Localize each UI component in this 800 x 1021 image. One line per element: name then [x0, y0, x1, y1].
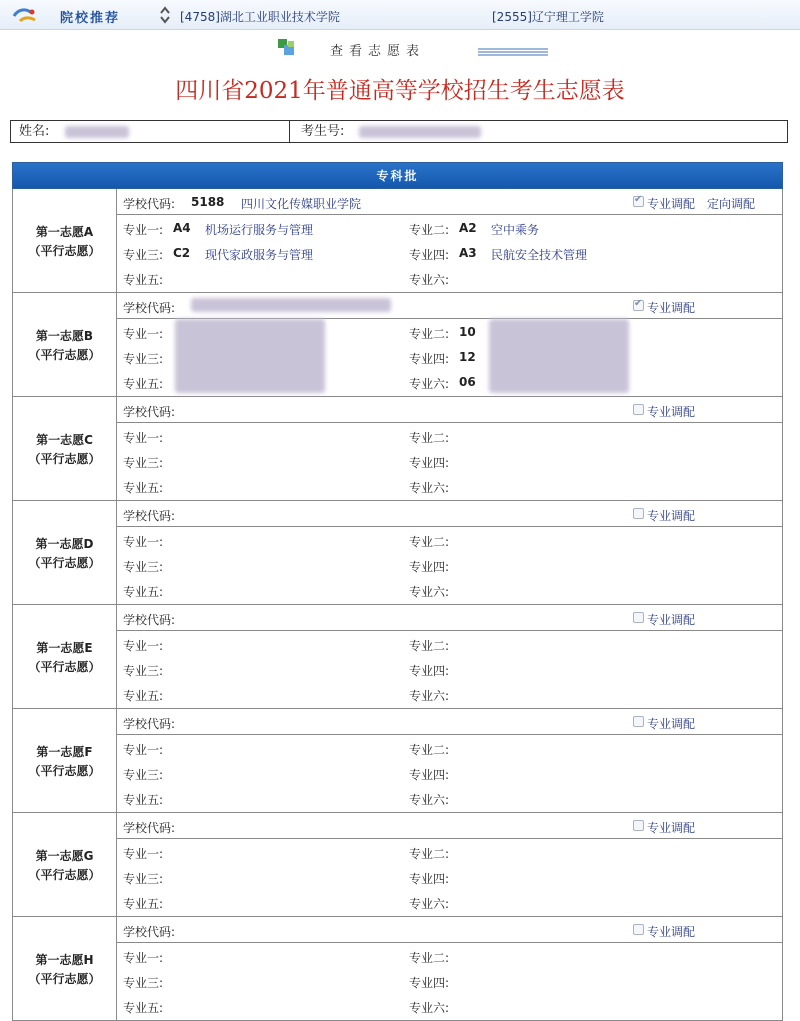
view-header — [0, 32, 800, 62]
major-adjust-label: 专业调配 — [647, 197, 696, 211]
school-code-row — [117, 501, 782, 527]
major-label: 专业一: — [123, 327, 164, 341]
major-name: 现代家政服务与管理 — [205, 248, 314, 262]
school-code-label: 学校代码: — [123, 613, 176, 627]
major-label: 专业三: — [123, 352, 164, 366]
major-code: C2 — [173, 246, 191, 260]
scroll-arrows-icon[interactable] — [158, 5, 172, 25]
major-label: 专业五: — [123, 585, 164, 599]
choice-title — [13, 813, 117, 916]
choice-name: 第一志愿H — [35, 953, 94, 967]
redacted-school — [191, 298, 391, 312]
major-code: A4 — [173, 221, 191, 235]
school-code-row — [117, 917, 782, 943]
title-decoration — [478, 45, 548, 53]
major-label: 专业三: — [123, 560, 164, 574]
recommend-label: 院校推荐 — [60, 11, 121, 26]
choice-type: （平行志愿） — [28, 972, 101, 986]
major-label: 专业五: — [123, 897, 164, 911]
redacted-name — [65, 126, 129, 138]
major-label: 专业四: — [409, 768, 450, 782]
choice-type: （平行志愿） — [28, 556, 101, 570]
name-label: 姓名: — [19, 124, 50, 139]
major-label: 专业一: — [123, 535, 164, 549]
major-label: 专业五: — [123, 793, 164, 807]
major-label: 专业一: — [123, 639, 164, 653]
major-label: 专业三: — [123, 768, 164, 782]
major-label: 专业四: — [409, 976, 450, 990]
choice-title — [13, 189, 117, 292]
major-label: 专业四: — [409, 872, 450, 886]
recommended-school-link[interactable]: [2555]辽宁理工学院 — [492, 10, 604, 24]
form-view-icon — [276, 37, 298, 59]
directional-adjust-label: 定向调配 — [707, 197, 756, 211]
redacted-candidate-id — [359, 126, 481, 138]
major-adjust-checkbox[interactable] — [633, 924, 644, 935]
choice-details — [117, 293, 782, 396]
school-code-label: 学校代码: — [123, 925, 176, 939]
major-code: 12 — [459, 350, 476, 364]
school-code-row — [117, 605, 782, 631]
major-label: 专业二: — [409, 431, 450, 445]
major-label: 专业四: — [409, 352, 450, 366]
major-label: 专业六: — [409, 481, 450, 495]
major-label: 专业二: — [409, 847, 450, 861]
choice-type: （平行志愿） — [28, 348, 101, 362]
choice-name: 第一志愿G — [35, 849, 94, 863]
choice-name: 第一志愿A — [35, 225, 94, 239]
school-code-label: 学校代码: — [123, 197, 176, 211]
school-code-label: 学校代码: — [123, 301, 176, 315]
major-label: 专业一: — [123, 223, 164, 237]
major-label: 专业五: — [123, 273, 164, 287]
major-label: 专业一: — [123, 951, 164, 965]
choice-type: （平行志愿） — [28, 452, 101, 466]
major-label: 专业二: — [409, 327, 450, 341]
major-label: 专业六: — [409, 897, 450, 911]
major-code: 10 — [459, 325, 476, 339]
major-label: 专业五: — [123, 1001, 164, 1015]
choice-details — [117, 397, 782, 500]
school-code-label: 学校代码: — [123, 405, 176, 419]
major-adjust-checkbox[interactable] — [633, 820, 644, 831]
school-code-value: 5188 — [191, 195, 225, 209]
recommended-school-link[interactable]: [4758]湖北工业职业技术学院 — [180, 10, 340, 24]
school-code-label: 学校代码: — [123, 509, 176, 523]
top-recommend-bar — [0, 0, 800, 30]
major-label: 专业四: — [409, 456, 450, 470]
major-adjust-checkbox[interactable] — [633, 404, 644, 415]
choice-details — [117, 709, 782, 812]
major-label: 专业六: — [409, 585, 450, 599]
major-label: 专业三: — [123, 456, 164, 470]
major-code: 06 — [459, 375, 476, 389]
major-label: 专业四: — [409, 248, 450, 262]
major-label: 专业六: — [409, 689, 450, 703]
choice-name: 第一志愿F — [36, 745, 93, 759]
major-label: 专业五: — [123, 689, 164, 703]
major-label: 专业五: — [123, 481, 164, 495]
school-code-row — [117, 813, 782, 839]
choice-group — [12, 709, 783, 813]
major-adjust-label: 专业调配 — [647, 405, 696, 419]
major-label: 专业二: — [409, 639, 450, 653]
choice-details — [117, 813, 782, 916]
choice-details — [117, 501, 782, 604]
major-adjust-checkbox[interactable] — [633, 612, 644, 623]
school-code-row — [117, 397, 782, 423]
choice-name: 第一志愿B — [35, 329, 94, 343]
school-code-row — [117, 293, 782, 319]
major-label: 专业二: — [409, 951, 450, 965]
choice-details — [117, 917, 782, 1020]
major-adjust-checkbox[interactable] — [633, 716, 644, 727]
major-label: 专业六: — [409, 1001, 450, 1015]
application-table — [12, 162, 783, 1015]
choice-type: （平行志愿） — [28, 660, 101, 674]
school-code-row — [117, 189, 782, 215]
major-label: 专业四: — [409, 560, 450, 574]
choice-type: （平行志愿） — [28, 868, 101, 882]
choice-title — [13, 917, 117, 1020]
major-label: 专业五: — [123, 377, 164, 391]
major-label: 专业三: — [123, 872, 164, 886]
choice-group — [12, 605, 783, 709]
choice-group — [12, 293, 783, 397]
choice-title — [13, 397, 117, 500]
major-label: 专业二: — [409, 743, 450, 757]
major-adjust-checkbox[interactable] — [633, 300, 644, 311]
major-label: 专业一: — [123, 743, 164, 757]
major-adjust-label: 专业调配 — [647, 925, 696, 939]
choice-title — [13, 501, 117, 604]
major-adjust-label: 专业调配 — [647, 613, 696, 627]
major-adjust-label: 专业调配 — [647, 717, 696, 731]
major-name: 机场运行服务与管理 — [205, 223, 314, 237]
choice-group — [12, 917, 783, 1021]
choice-name: 第一志愿E — [36, 641, 93, 655]
major-label: 专业六: — [409, 793, 450, 807]
school-code-row — [117, 709, 782, 735]
batch-header: 专科批 — [12, 162, 783, 189]
choice-group — [12, 813, 783, 917]
major-label: 专业三: — [123, 664, 164, 678]
major-adjust-label: 专业调配 — [647, 509, 696, 523]
choice-title — [13, 709, 117, 812]
redacted-majors — [175, 319, 325, 393]
choice-name: 第一志愿D — [35, 537, 94, 551]
school-code-label: 学校代码: — [123, 821, 176, 835]
major-label: 专业二: — [409, 535, 450, 549]
choice-title — [13, 605, 117, 708]
major-label: 专业六: — [409, 273, 450, 287]
major-label: 专业四: — [409, 664, 450, 678]
choice-details — [117, 189, 782, 292]
page-title: 四川省2021年普通高等学校招生考生志愿表 — [175, 78, 625, 104]
school-code-label: 学校代码: — [123, 717, 176, 731]
major-label: 专业六: — [409, 377, 450, 391]
recommend-logo-icon — [12, 5, 38, 25]
major-label: 专业一: — [123, 847, 164, 861]
choice-details — [117, 605, 782, 708]
candidate-id-label: 考生号: — [301, 124, 345, 139]
choice-group — [12, 397, 783, 501]
major-adjust-label: 专业调配 — [647, 821, 696, 835]
choice-group — [12, 189, 783, 293]
major-label: 专业三: — [123, 248, 164, 262]
major-adjust-checkbox[interactable] — [633, 508, 644, 519]
choice-type: （平行志愿） — [28, 764, 101, 778]
major-label: 专业三: — [123, 976, 164, 990]
major-code: A3 — [459, 246, 477, 260]
redacted-majors — [489, 319, 629, 393]
view-title: 查看志愿表 — [330, 44, 426, 59]
major-code: A2 — [459, 221, 477, 235]
choice-name: 第一志愿C — [36, 433, 93, 447]
choice-group — [12, 501, 783, 605]
major-label: 专业一: — [123, 431, 164, 445]
choice-type: （平行志愿） — [28, 244, 101, 258]
major-label: 专业二: — [409, 223, 450, 237]
candidate-info-bar — [10, 120, 788, 143]
major-name: 民航安全技术管理 — [491, 248, 588, 262]
major-name: 空中乘务 — [491, 223, 540, 237]
school-name-value: 四川文化传媒职业学院 — [241, 197, 362, 211]
major-adjust-checkbox[interactable] — [633, 196, 644, 207]
choice-title — [13, 293, 117, 396]
major-adjust-label: 专业调配 — [647, 301, 696, 315]
